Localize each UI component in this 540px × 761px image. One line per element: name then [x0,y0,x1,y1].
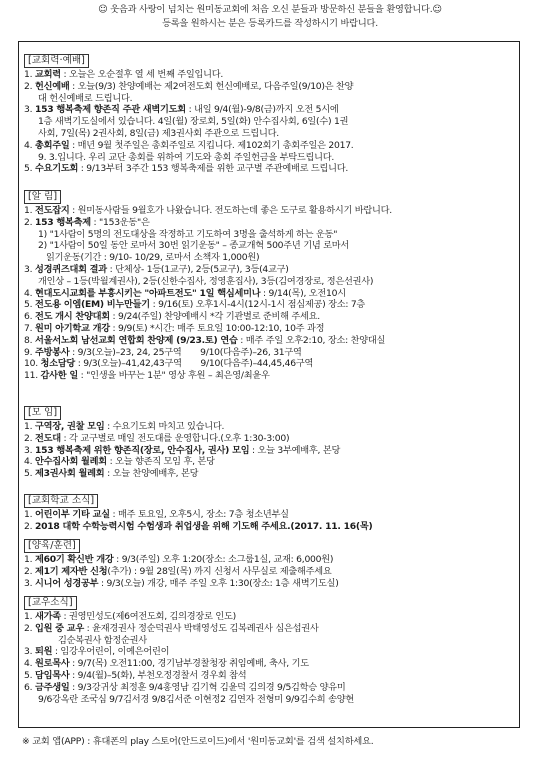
section-title: [교회학교 소식] [24,494,98,508]
list-item-cont: 9/6강옥란 조국심 9/7김서경 9/8김서준 이현정2 김연자 전형미 9/9김수희 송양현 [38,693,354,705]
list-item: 1. 새가족 : 권영민성도(제6여전도회, 김의경장로 인도) [24,611,236,622]
list-item: 4. 원로목사 : 9/7(목) 오전11:00, 경기남부경찰청장 취임예배, 축사, 기도 [24,658,309,670]
list-item: 1. 제60기 확신반 개강 : 9/3(주일) 오후 1:20(장소: 소그룹1실, 교재: 6,000원) [24,554,334,565]
list-item: 4. 총회주일 : 매년 9월 첫주일은 총회주일로 지킵니다. 제102회기 총회주일은 2017. [24,139,354,151]
section-notices [24,184,516,382]
section-training [24,533,516,589]
list-item-cont: 1) "1사람이 5명의 전도대상을 작정하고 기도하여 3명을 출석하게 하는 운동" [38,228,338,240]
list-item-cont: 9. 3.입니다. 우리 교단 총회를 위하여 기도와 총회 주일헌금을 부탁드립니다. [38,151,335,163]
section-church-school [24,488,516,533]
list-item-cont: 읽기운동(기간 : 9/10- 10/29, 로마서 소책자 1,000원) [46,252,260,264]
list-item: 5. 담임목사 : 9/4(월)–5(화), 부천오정경찰서 경우회 참석 [24,669,247,681]
list-item: 5. 수요기도회 : 9/13부터 3주간 153 행복축제를 위한 교구별 주관예배로 드립니다. [24,163,349,175]
list-item: 3. 153 행복축제 향존직 주관 새벽기도회 : 내일 9/4(월)-9/8(금)까지 오전 5시에 [24,104,339,116]
app-notice: ※ 교회 앱(APP) : 휴대폰의 play 스토어(안드로이드)에서 '원미동교회'를 검색 설치하세요. [22,736,374,747]
list-item-cont: 사회, 7일(목) 2권사회, 8일(금) 제3권사회 주관으로 드립니다. [38,127,279,139]
list-item: 1. 전도잡지 : 원미동사람들 9월호가 나왔습니다. 전도하는데 좋은 도구로 활용하시기 바랍니다. [24,205,392,216]
section-title: [교우소식] [24,596,77,610]
list-item: 2. 전도대 : 각 교구별로 매일 전도대를 운영합니다.(오후 1:30-3:00) [24,432,290,444]
list-item: 6. 금주생일 : 9/3강귀상 최정훈 9/4홍영남 김기혁 김윤덕 김의경 9/5김학승 양유미 [24,681,346,693]
list-item-cont: 김순복권사 함정순권사 [58,634,147,646]
list-item: 3. 153 행복축제 위한 향존직(장로, 안수집사, 권사) 모임 : 오늘 3부예배후, 본당 [24,444,341,456]
list-item: 9. 주방봉사 : 9/3(오늘)–23, 24, 25구역 9/10(다음주)–26, 31구역 [24,346,302,358]
list-item: 2. 입원 중 교우 : 윤재경권사 정순덕권사 박태영성도 김복례권사 심은섭권사 [24,622,319,634]
welcome-header [10,3,530,31]
list-item: 3. 퇴원 : 임강우어린이, 이예은어린이 [24,646,170,658]
section-members-news [24,590,516,705]
section-title: [양육/훈련] [24,539,80,553]
list-item: 3. 시니어 성경공부 : 9/3(오늘) 개강, 매주 주일 오후 1:30(장소: 1층 새벽기도실) [24,577,339,589]
section-worship [24,48,516,175]
section-title: [알 림] [24,190,61,204]
list-item: 4. 현대도시교회를 부흥시키는 "아파트전도" 1일 핵심세미나 : 9/14(목), 오전10시 [24,287,346,299]
list-item-cont: 개인상 – 1등(박월계권사), 2등(신한수집사, 정영훈집사), 3등(김여경장로, 정은선권사) [38,275,374,287]
section-title: [모 임] [24,406,61,420]
list-item: 3. 성경퀴즈대회 결과 : 단체상- 1등(1교구), 2등(5교구), 3등(4교구) [24,263,289,275]
list-item-cont: 대 헌신예배로 드립니다. [38,92,133,104]
list-item-cont: 2) "1사람이 50일 동안 로마서 30번 읽기운동" – 종교개혁 500주년 기념 로마서 [38,240,349,252]
welcome-line-2: 등록을 원하시는 분은 등록카드를 작성하시기 바랍니다. [162,18,378,29]
list-item: 6. 전도 개시 찬양대회 : 9/24(주일) 찬양예배시 *각 기관별로 준비해 주세요. [24,311,320,323]
list-item: 10. 청소담당 : 9/3(오늘)–41,42,43구역 9/10(다음주)–44,45,46구역 [24,358,314,370]
list-item: 11. 감사한 일 : "인생을 바꾸는 1분" 영상 후원 – 최은영/최윤우 [24,370,270,382]
section-title: [교회력·예배] [24,54,89,68]
list-item: 5. 제3권사회 월례회 : 오늘 찬양예배후, 본당 [24,468,199,480]
welcome-line-1: ☺ 웃음과 사랑이 넘치는 원미동교회에 처음 오신 분들과 방문하신 분들을 환영합니다.☺ [98,4,442,15]
list-item: 1. 교회력 : 오늘은 오순절후 열 세 번째 주일입니다. [24,69,224,80]
list-item: 2. 2018 대학 수학능력시험 수험생과 취업생을 위해 기도해 주세요.(2017. 11. 16(목) [24,520,373,532]
list-item: 4. 안수집사회 월례회 : 오늘 향존직 모임 후, 본당 [24,456,215,468]
section-meetings [24,400,516,480]
list-item: 2. 153 행복축제 : "153운동"은 [24,216,150,228]
list-item: 2. 헌신예배 : 오늘(9/3) 찬양예배는 제2여전도회 헌신예배로, 다음주일(9/10)은 찬양 [24,80,354,92]
list-item: 7. 원미 아기학교 개강 : 9/9(토) *시간: 매주 토요일 10:00-12:10, 10주 과정 [24,322,325,334]
list-item: 5. 전도용 이엠(EM) 비누만들기 : 9/16(토) 오후1시-4시(12시-1시 점심제공) 장소: 7층 [24,299,366,311]
list-item: 1. 어린이부 기타 교실 : 매주 토요일, 오후5시, 장소: 7층 청소년부실 [24,509,289,520]
list-item-cont: 1층 새벽기도실에서 있습니다. 4일(월) 장로회, 5일(화) 안수집사회, 6일(수) 1권 [38,116,349,128]
list-item: 1. 구역장, 권찰 모임 : 수요기도회 마치고 있습니다. [24,421,225,432]
list-item: 8. 서울서노회 남선교회 연합회 찬양제 (9/23.토) 연습 : 매주 주일 오후2:10, 장소: 찬양대실 [24,334,386,346]
list-item: 2. 제1기 제자반 신청(추가) : 9월 28일(목) 까지 신청서 사무실로 제출해주세요 [24,565,332,577]
